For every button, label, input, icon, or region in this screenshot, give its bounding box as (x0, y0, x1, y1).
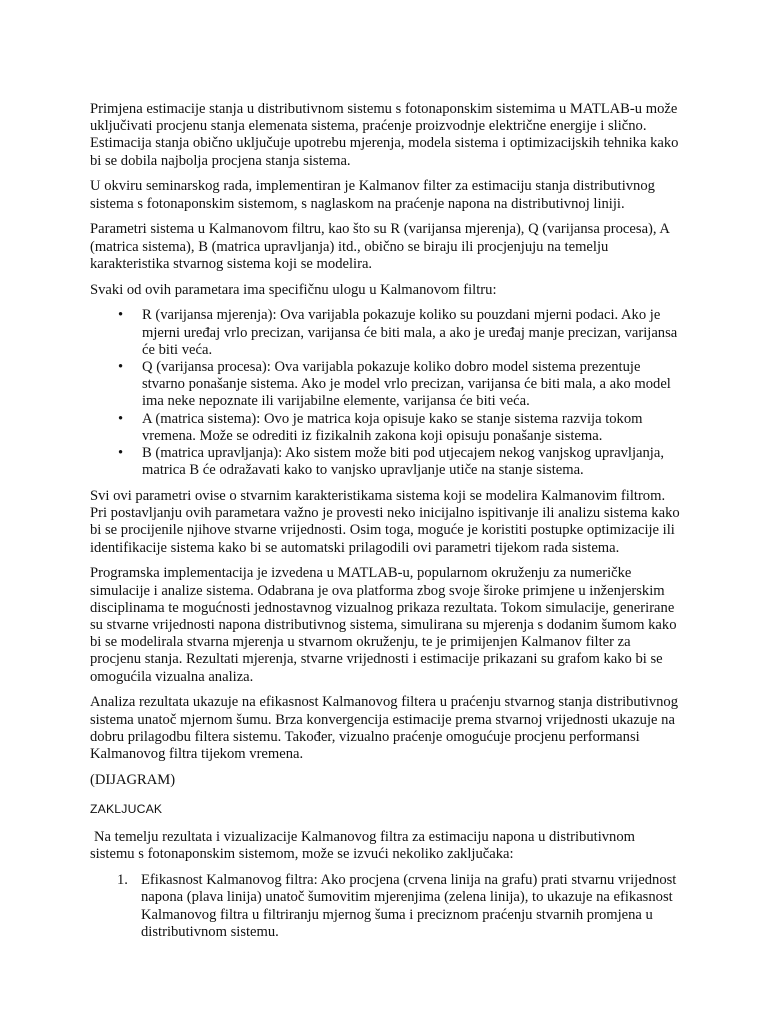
paragraph-analysis: Analiza rezultata ukazuje na efikasnost Kalmanovog filtera u praćenju stvarnog stanja distributivnog sistema unatoč mjernom šumu. Brza konvergencija estimacije prema stvarnoj vrijednosti ukazuje na dobru prilagodbu filtera sistemu. Također, vizualno praćenje omogućuje procjenu performansi Kalmanovog filtra tijekom vremena. (90, 694, 679, 763)
conclusion-list (90, 872, 680, 941)
list-item-text: R (varijansa mjerenja): Ova varijabla pokazuje koliko su pouzdani mjerni podaci. Ako je mjerni uređaj vrlo precizan, varijansa će biti mala, a ako je uređaj manje precizan, varijansa će biti veća. (142, 307, 678, 358)
list-item (118, 359, 680, 411)
paragraph-intro: Primjena estimacije stanja u distributivnom sistemu s fotonaponskim sistemima u MATLAB-u može uključivati procjenu stanja elemenata sistema, praćenje proizvodnje električne energije i slično. Estimacija stanja obično uključuje upotrebu mjerenja, modela sistema i optimizacijskih tehnika kako bi se dobila najbolja procjena stanja sistema. (90, 101, 679, 169)
diagram-placeholder: (DIJAGRAM) (90, 771, 176, 788)
paragraph-roles: Svaki od ovih parametara ima specifičnu ulogu u Kalmanovom filtru: (90, 281, 497, 298)
list-item-text: B (matrica upravljanja): Ako sistem može biti pod utjecajem nekog vanjskog upravljanja, matrica B će odražavati kako to vanjsko upravljanje utiče na stanje sistema. (142, 445, 664, 479)
bullet-icon: • (118, 307, 124, 324)
list-item (118, 411, 680, 445)
list-item (117, 872, 680, 941)
parameter-list (90, 307, 680, 479)
document-page (90, 101, 680, 941)
paragraph-parameters: Parametri sistema u Kalmanovom filtru, kao što su R (varijansa mjerenja), Q (varijansa procesa), A (matrica sistema), B (matrica upravljanja) itd., obično se biraju ili procjenjuju na temelju karakteristika stvarnog sistema koji se modelira. (90, 221, 670, 272)
section-heading-conclusion: ZAKLJUCAK (90, 802, 163, 817)
bullet-icon: • (118, 410, 124, 427)
bullet-icon: • (118, 445, 124, 462)
list-item-text: A (matrica sistema): Ovo je matrica koja opisuje kako se stanje sistema razvija tokom vremena. Može se odrediti iz fizikalnih zakona koji opisuju ponašanje sistema. (142, 410, 643, 444)
paragraph-dependence: Svi ovi parametri ovise o stvarnim karakteristikama sistema koji se modelira Kalmanovim filtrom. Pri postavljanju ovih parametara važno je provesti neko inicijalno ispitivanje ili analizu sistema kako bi se procijenile njihove stvarne vrijednosti. Osim toga, moguće je koristiti postupke optimizacije ili identifikacije sistema kako bi se automatski prilagodili ovi parametri tijekom rada sistema. (90, 488, 680, 556)
paragraph-seminar: U okviru seminarskog rada, implementiran je Kalmanov filter za estimaciju stanja distributivnog sistema s fotonaponskim sistemom, s naglaskom na praćenje napona na distributivnoj liniji. (90, 178, 655, 212)
list-item (118, 307, 680, 359)
list-item (118, 445, 680, 479)
list-item-text: Efikasnost Kalmanovog filtra: Ako procjena (crvena linija na grafu) prati stvarnu vrijednost napona (plava linija) unatoč šumovitim mjerenjima (zelena linija), to ukazuje na efikasnost Kalmanovog filtra u filtriranju mjernog šuma i preciznom praćenju stvarnih promjena u distributivnom sistemu. (141, 872, 677, 940)
paragraph-implementation: Programska implementacija je izvedena u MATLAB-u, popularnom okruženju za numeričke simulacije i analize sistema. Odabrana je ova platforma zbog svoje široke primjene u inženjerskim disciplinama te mogućnosti jednostavnog vizualnog prikaza rezultata. Tokom simulacije, generirane su stvarne vrijednosti napona distributivnog sistema, simulirana su mjerenja s dodanim šumom kako bi se modelirala stvarna mjerenja u stvarnom okruženju, te je primijenjen Kalmanov filter za procjenu stanja. Rezultati mjerenja, stvarne vrijednosti i estimacije prikazani su grafom kako bi se omogućila vizualna analiza. (90, 565, 677, 685)
bullet-icon: • (118, 359, 124, 376)
paragraph-conclusion-intro: Na temelju rezultata i vizualizacije Kalmanovog filtra za estimaciju napona u distributivnom sistemu s fotonaponskim sistemom, može se izvući nekoliko zaključaka: (90, 829, 635, 863)
list-number: 1. (117, 872, 128, 889)
list-item-text: Q (varijansa procesa): Ova varijabla pokazuje koliko dobro model sistema prezentuje stvarno ponašanje sistema. Ako je model vrlo precizan, varijansa će biti mala, a ako model ima neke nepoznate ili varijabilne elemente, varijansa će biti veća. (142, 359, 671, 410)
